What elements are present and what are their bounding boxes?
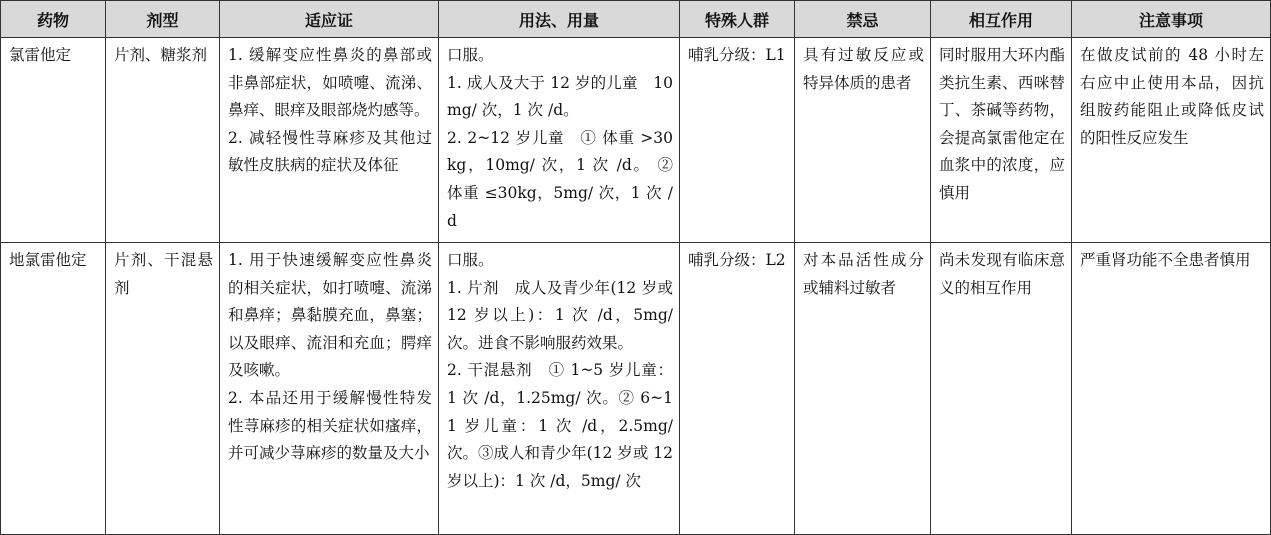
indication-item: 1. 用于快速缓解变应性鼻炎的相关症状，如打喷嚏、流涕和鼻痒；鼻黏膜充血，鼻塞；以及眼痒、流泪和充血；腭痒及咳嗽。 (228, 251, 432, 380)
indication-item: 2. 减轻慢性荨麻疹及其他过敏性皮肤病的症状及体征 (228, 128, 432, 175)
header-interactions: 相互作用 (931, 1, 1072, 38)
cell-contraindications: 具有过敏反应或特异体质的患者 (795, 38, 931, 243)
cell-contraindications: 对本品活性成分或辅料过敏者 (795, 243, 931, 535)
cell-indications (220, 243, 439, 535)
dosage-item: 1. 成人及大于 12 岁的儿童 10mg/ 次，1 次 /d。 (447, 73, 673, 120)
cell-drug: 地氯雷他定 (1, 243, 106, 535)
cell-interactions: 同时服用大环内酯类抗生素、西咪替丁、茶碱等药物，会提高氯雷他定在血浆中的浓度，应慎用 (931, 38, 1072, 243)
cell-notes: 严重肾功能不全患者慎用 (1072, 243, 1271, 535)
header-notes: 注意事项 (1072, 1, 1271, 38)
indication-item: 2. 本品还用于缓解慢性特发性荨麻疹的相关症状如瘙痒，并可减少荨麻疹的数量及大小 (228, 388, 432, 463)
header-contraindications: 禁忌 (795, 1, 931, 38)
header-form: 剂型 (106, 1, 220, 38)
header-indications: 适应证 (220, 1, 439, 38)
indication-item: 1. 缓解变应性鼻炎的鼻部或非鼻部症状，如喷嚏、流涕、鼻痒、眼痒及眼部烧灼感等。 (228, 46, 432, 120)
table-row (1, 243, 1271, 535)
dosage-item: 1. 片剂 成人及青少年(12 岁或 12 岁以上)：1 次 /d，5mg/ 次。进食不影响服药效果。 (447, 278, 673, 352)
table-header-row (1, 1, 1271, 38)
dosage-item: 口服。 (447, 251, 494, 269)
dosage-item: 口服。 (447, 46, 494, 64)
header-drug: 药物 (1, 1, 106, 38)
dosage-item: 2. 干混悬剂 ① 1~5 岁儿童：1 次 /d，1.25mg/ 次。② 6~11 岁儿童：1 次 /d，2.5mg/ 次。③成人和青少年(12 岁或 12 岁以上)：1 次 /d，5mg/ 次 (447, 361, 673, 490)
cell-dosage (439, 243, 680, 535)
header-special-population: 特殊人群 (680, 1, 795, 38)
cell-indications (220, 38, 439, 243)
table-row (1, 38, 1271, 243)
cell-special-population: 哺乳分级：L1 (680, 38, 795, 243)
cell-drug: 氯雷他定 (1, 38, 106, 243)
cell-special-population: 哺乳分级：L2 (680, 243, 795, 535)
cell-dosage (439, 38, 680, 243)
cell-interactions: 尚未发现有临床意义的相互作用 (931, 243, 1072, 535)
header-dosage: 用法、用量 (439, 1, 680, 38)
dosage-item: 2. 2~12 岁儿童 ① 体重 >30kg，10mg/ 次，1 次 /d。 ② 体重 ≤30kg，5mg/ 次，1 次 /d (447, 128, 673, 230)
cell-form: 片剂、糖浆剂 (106, 38, 220, 243)
cell-form: 片剂、干混悬剂 (106, 243, 220, 535)
cell-notes: 在做皮试前的 48 小时左右应中止使用本品，因抗组胺药能阻止或降低皮试的阳性反应发生 (1072, 38, 1271, 243)
